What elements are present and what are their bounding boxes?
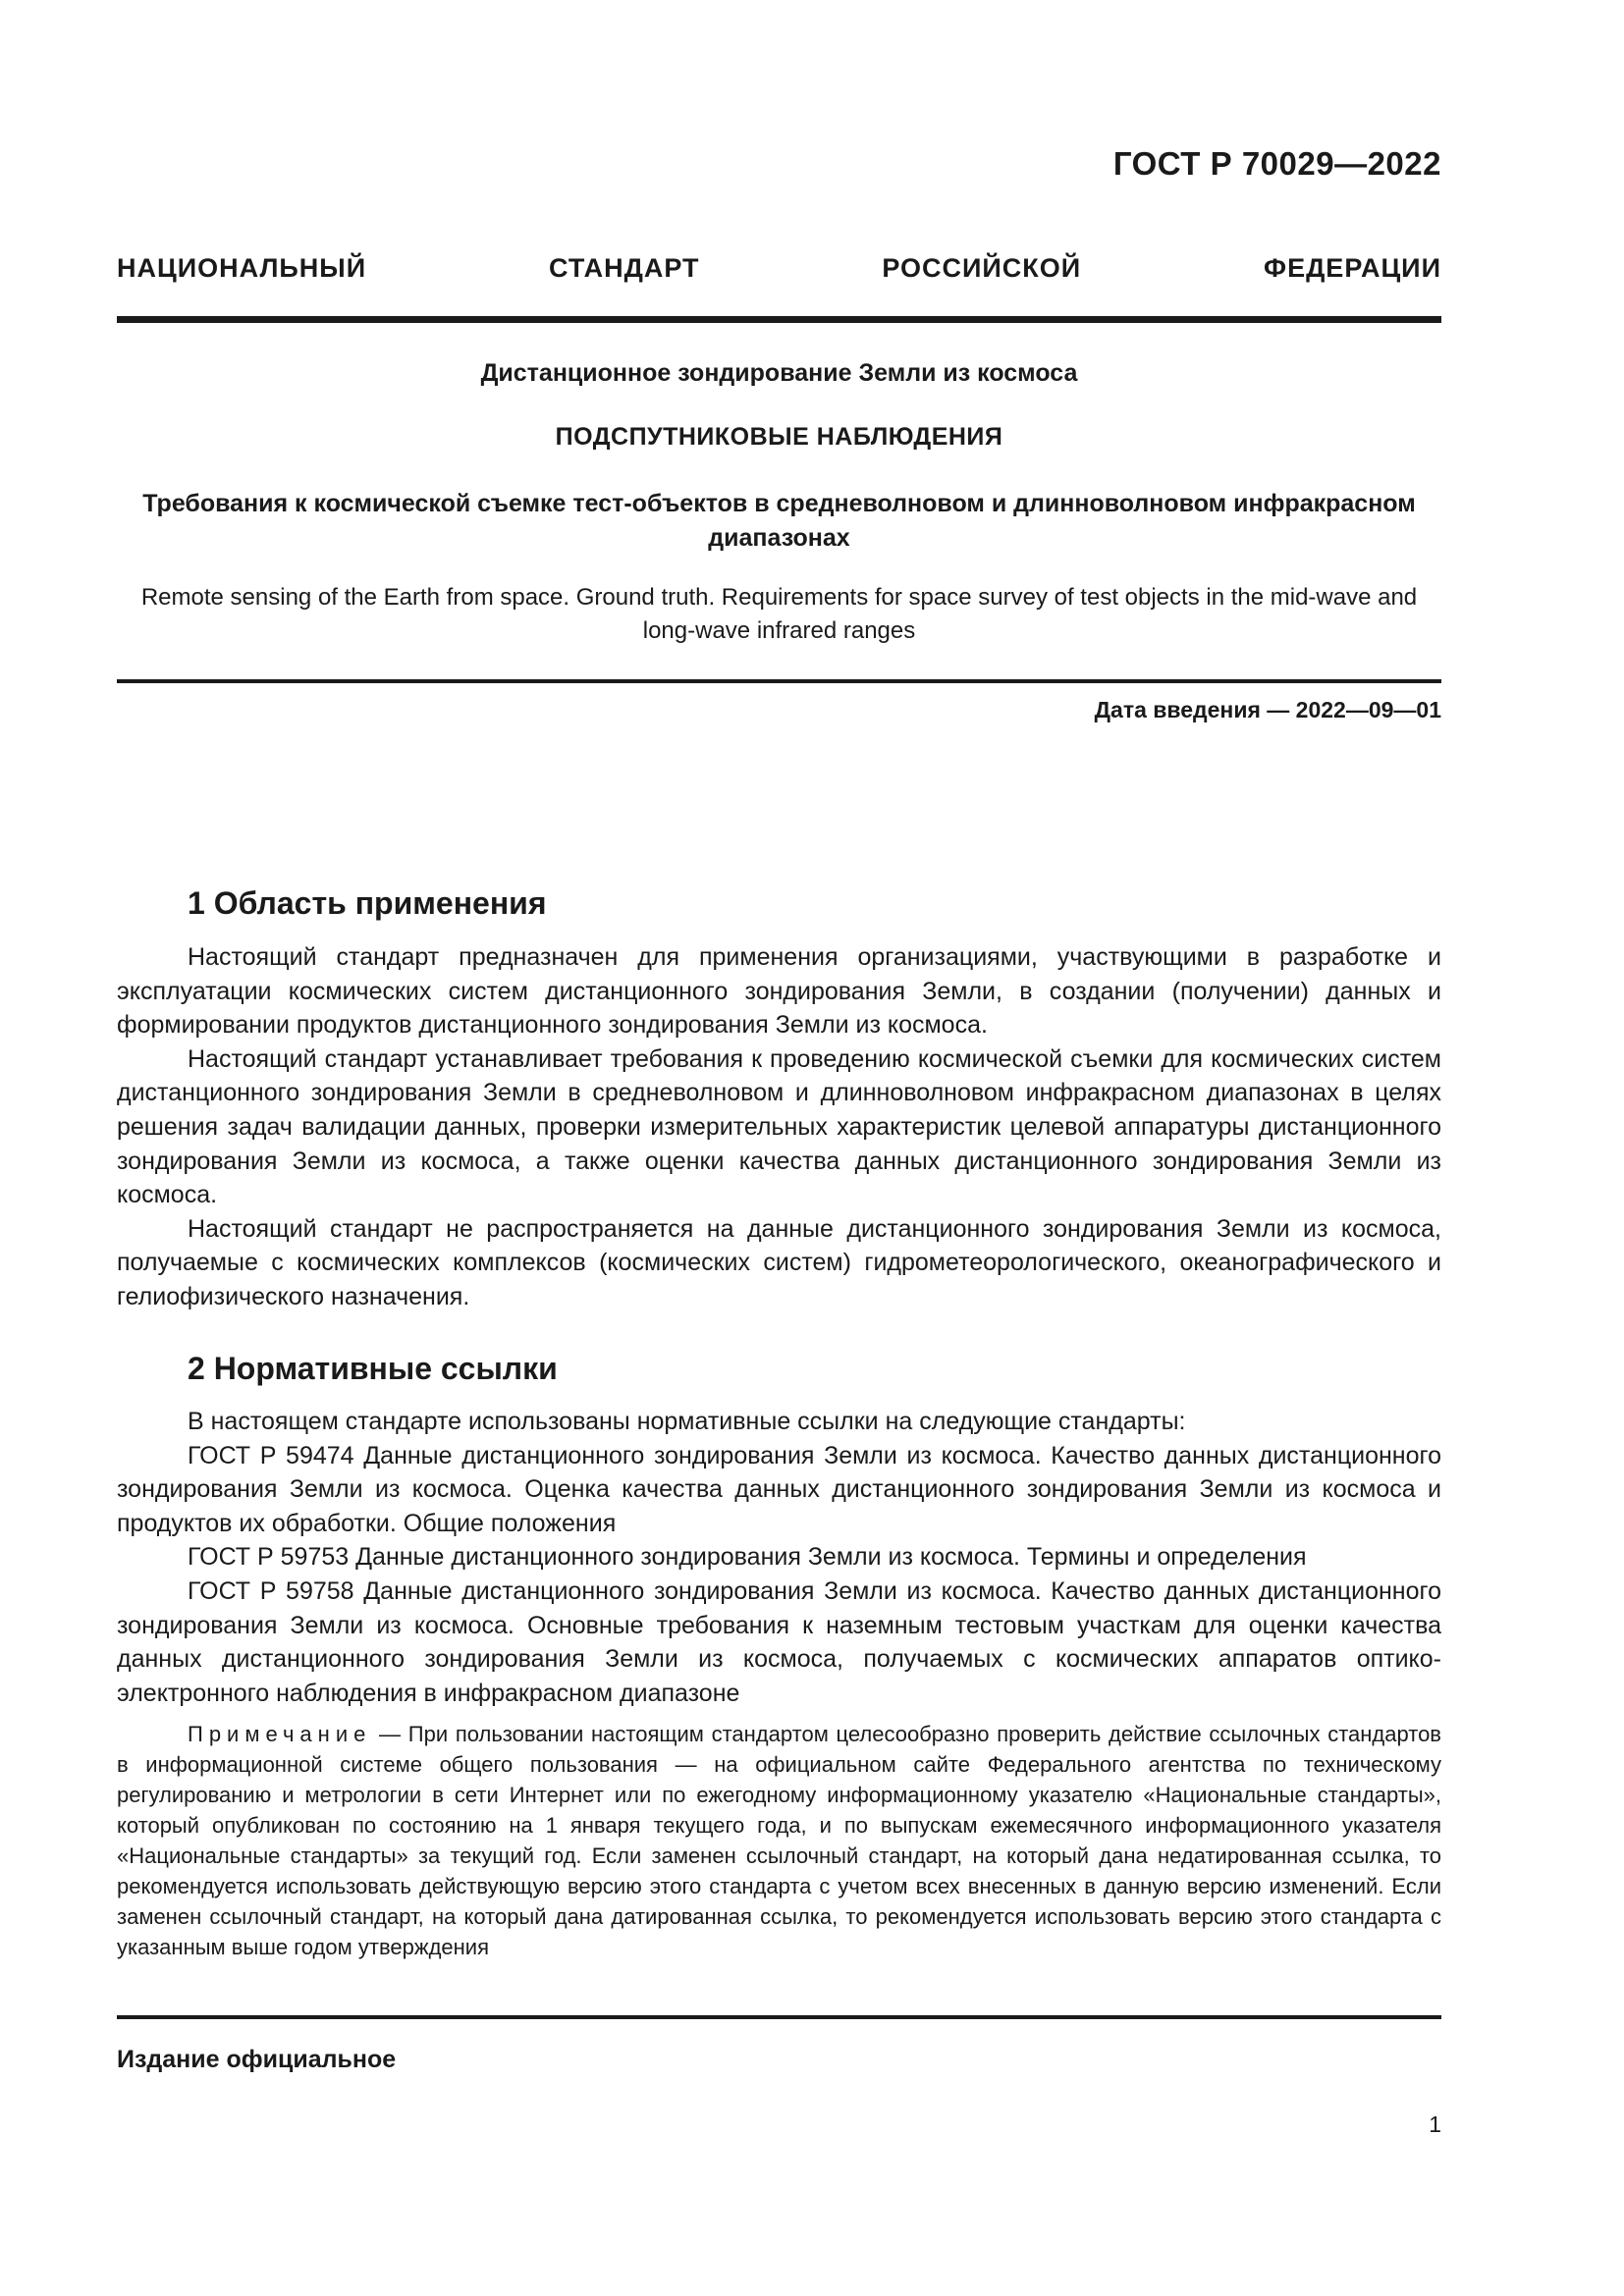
national-standard-banner: НАЦИОНАЛЬНЫЙ СТАНДАРТ РОССИЙСКОЙ ФЕДЕРАЦИИ — [117, 253, 1441, 283]
section-1-heading: 1 Область применения — [188, 885, 547, 921]
official-edition-label: Издание официальное — [117, 2046, 397, 2073]
footer-divider — [117, 2015, 1441, 2019]
reference-entry: ГОСТ Р 59753 Данные дистанционного зондирования Земли из космоса. Термины и определения — [188, 1543, 1307, 1572]
section-2-heading: 2 Нормативные ссылки — [188, 1351, 558, 1386]
title-line-3: Требования к космической съемке тест-объектов в средневолновом и длинноволновом инфракрасном диапазонах — [142, 490, 1416, 552]
reference-entry: ГОСТ Р 59474 Данные дистанционного зондирования Земли из космоса. Качество данных дистанционного зондирования Земли из космоса. Оценка качества данных дистанционного зондирования Земли из космоса и продуктов их обработки. Общие положения — [117, 1441, 1441, 1537]
title-line-1: Дистанционное зондирование Земли из космоса — [480, 359, 1078, 387]
section-1-paragraph: Настоящий стандарт не распространяется на данные дистанционного зондирования Земли из космоса, получаемые с космических комплексов (космических систем) гидрометеорологического, океанографического и гелиофизического назначения. — [117, 1214, 1441, 1310]
note-paragraph — [117, 1719, 1441, 1962]
section-1-paragraph: Настоящий стандарт устанавливает требования к проведению космической съемки для космических систем дистанционного зондирования Земли в средневолновом и длинноволновом инфракрасном диапазонах в целях решения задач валидации данных, проверки измерительных характеристик целевой аппаратуры дистанционного зондирования Земли из космоса, а также оценки качества данных дистанционного зондирования Земли из космоса. — [117, 1044, 1441, 1209]
note-text: — При пользовании настоящим стандартом целесообразно проверить действие ссылочных стандартов в информационной системе общего пользования — на официальном сайте Федерального агентства по техническому регулированию и метрологии в сети Интернет или по ежегодному информационному указателю «Национальные стандарты», который опубликован по состоянию на 1 января текущего года, и по выпускам ежемесячного информационного указателя «Национальные стандарты» за текущий год. Если заменен ссылочный стандарт, на который дана недатированная ссылка, то рекомендуется использовать действующую версию этого стандарта с учетом всех внесенных в данную версию изменений. Если заменен ссылочный стандарт, на который дана датированная ссылка, то рекомендуется использовать версию этого стандарта с указанным выше годом утверждения — [117, 1722, 1441, 1959]
page-number: 1 — [1429, 2111, 1441, 2137]
title-english: Remote sensing of the Earth from space. Ground truth. Requirements for space survey of test objects in the mid-wave and long-wave infrared ranges — [140, 584, 1418, 644]
section-2-body — [117, 1405, 1441, 1710]
title-divider — [117, 679, 1441, 683]
section-1-paragraph: Настоящий стандарт предназначен для применения организациями, участвующими в разработке и эксплуатации космических систем дистанционного зондирования Земли, в создании (получении) данных и формировании продуктов дистанционного зондирования Земли из космоса. — [117, 943, 1441, 1040]
section-2-paragraph: В настоящем стандарте использованы нормативные ссылки на следующие стандарты: — [188, 1408, 1186, 1435]
note-label: Примечание — [188, 1722, 372, 1746]
title-line-2: ПОДСПУТНИКОВЫЕ НАБЛЮДЕНИЯ — [555, 423, 1003, 451]
introduction-date: Дата введения — 2022—09—01 — [1094, 697, 1441, 722]
standard-number: ГОСТ Р 70029—2022 — [1112, 145, 1441, 182]
section-1-body — [117, 940, 1441, 1314]
reference-entry: ГОСТ Р 59758 Данные дистанционного зондирования Земли из космоса. Качество данных дистанционного зондирования Земли из космоса. Основные требования к наземным тестовым участкам для оценки качества данных дистанционного зондирования Земли из космоса, получаемых с космических аппаратов оптико-электронного наблюдения в инфракрасном диапазоне — [117, 1576, 1441, 1707]
document-page — [117, 0, 1441, 2296]
header-divider — [117, 316, 1441, 323]
